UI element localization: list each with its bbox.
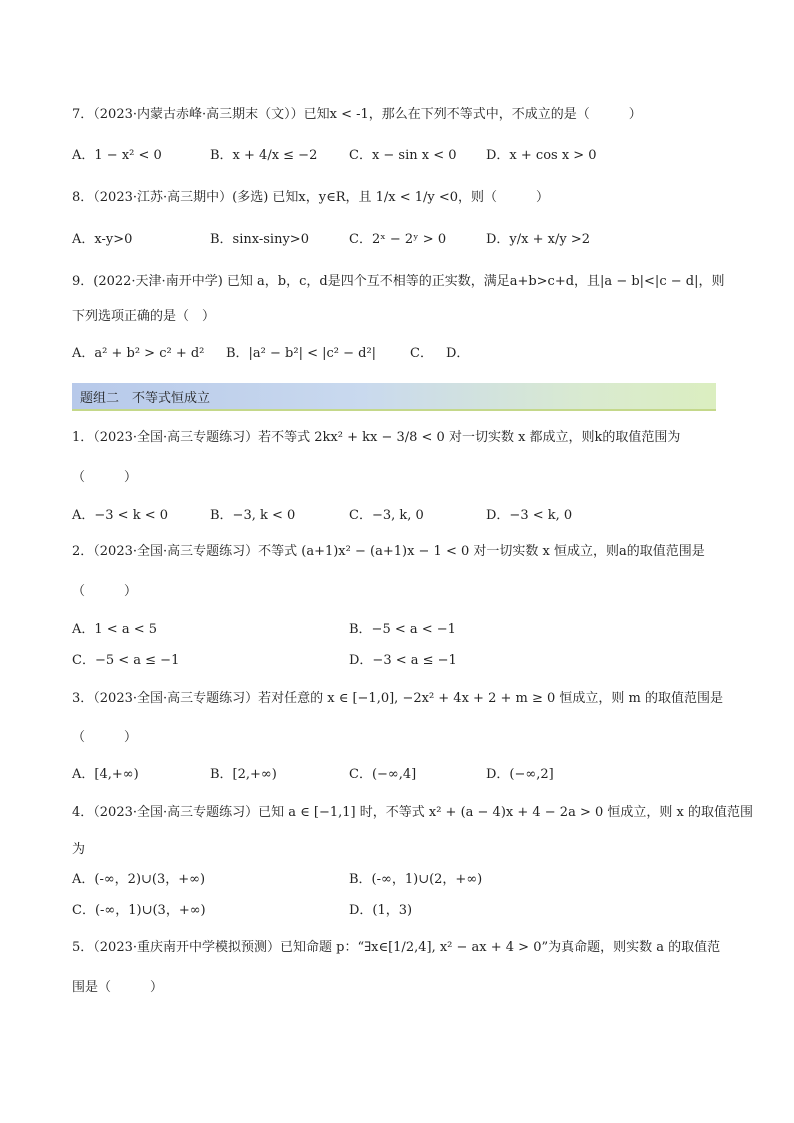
p3-option-b: B．[2,+∞)	[210, 767, 277, 782]
p2-option-c: C．−5 < a ≤ −1	[72, 653, 180, 668]
problem-4-stem: 4．（2023·全国·高三专题练习）已知 a ∈ [−1,1] 时，不等式 x² + (a − 4)x + 4 − 2a > 0 恒成立，则 x 的取值范围	[72, 805, 753, 820]
problem-4-stem-line2: 为	[72, 842, 86, 857]
problem-5-stem: 5．（2023·重庆南开中学模拟预测）已知命题 p：“∃x∈[1/2,4], x² − ax + 4 > 0”为真命题，则实数 a 的取值范	[72, 940, 721, 955]
p4-option-b: B．(-∞，1)∪(2，+∞)	[349, 872, 483, 887]
question-7-stem: 7．（2023·内蒙古赤峰·高三期末（文））已知x < -1，那么在下列不等式中，不成立的是（ ）	[72, 107, 642, 122]
q8-option-c: C．2ˣ − 2ʸ > 0	[349, 232, 447, 247]
problem-5-stem-line2: 围是（ ）	[72, 980, 164, 995]
question-9-stem-line1: 9．(2022·天津·南开中学) 已知 a，b，c，d是四个互不相等的正实数，满足a+b>c+d，且|a − b|<|c − d|，则	[72, 274, 725, 289]
p2-option-d: D．−3 < a ≤ −1	[349, 653, 457, 668]
question-8-stem: 8．（2023·江苏·高三期中）(多选) 已知x，y∈R，且 1/x < 1/y <0，则（ ）	[72, 190, 550, 205]
q7-option-b: B．x + 4/x ≤ −2	[210, 148, 318, 163]
problem-2-options-row1	[72, 620, 732, 640]
p1-option-c: C．−3, k, 0	[349, 508, 424, 523]
problem-1-stem: 1．（2023·全国·高三专题练习）若不等式 2kx² + kx − 3/8 < 0 对一切实数 x 都成立，则k的取值范围为	[72, 430, 681, 445]
problem-4-options-row1	[72, 870, 732, 890]
p3-option-d: D．(−∞,2]	[486, 767, 554, 782]
q9-option-c: C．	[410, 346, 433, 361]
q7-option-c: C．x − sin x < 0	[349, 148, 457, 163]
problem-3-paren: （ ）	[72, 730, 138, 745]
p2-option-a: A．1 < a < 5	[72, 622, 157, 637]
problem-2-stem: 2．（2023·全国·高三专题练习）不等式 (a+1)x² − (a+1)x − 1 < 0 对一切实数 x 恒成立，则a的取值范围是	[72, 544, 705, 559]
p4-option-a: A．(-∞，2)∪(3，+∞)	[72, 872, 206, 887]
problem-3-options	[72, 765, 732, 785]
problem-2-paren: （ ）	[72, 584, 138, 599]
problem-2-options-row2	[72, 651, 732, 671]
p3-option-c: C．(−∞,4]	[349, 767, 417, 782]
q9-option-d: D．	[446, 346, 470, 361]
question-7-options	[72, 146, 732, 166]
p3-option-a: A．[4,+∞)	[72, 767, 139, 782]
p4-option-c: C．(-∞，1)∪(3，+∞)	[72, 903, 206, 918]
question-9-options	[72, 344, 732, 364]
problem-3-stem: 3．（2023·全国·高三专题练习）若对任意的 x ∈ [−1,0], −2x² + 4x + 2 + m ≥ 0 恒成立，则 m 的取值范围是	[72, 691, 723, 706]
p1-option-b: B．−3, k < 0	[210, 508, 296, 523]
q8-option-d: D．y/x + x/y >2	[486, 232, 590, 247]
q7-option-a: A．1 − x² < 0	[72, 148, 162, 163]
p2-option-b: B．−5 < a < −1	[349, 622, 456, 637]
q8-option-b: B．sinx-siny>0	[210, 232, 309, 247]
q9-option-b: B．|a² − b²| < |c² − d²|	[226, 346, 377, 361]
problem-4-options-row2	[72, 901, 732, 921]
question-8-options	[72, 230, 732, 250]
q9-option-a: A．a² + b² > c² + d²	[72, 346, 205, 361]
section-title: 题组二 不等式恒成立	[80, 391, 211, 406]
p1-option-d: D．−3 < k, 0	[486, 508, 573, 523]
q8-option-a: A．x-y>0	[72, 232, 133, 247]
section-banner	[72, 383, 716, 411]
q7-option-d: D．x + cos x > 0	[486, 148, 597, 163]
p1-option-a: A．−3 < k < 0	[72, 508, 169, 523]
problem-1-paren: （ ）	[72, 470, 138, 485]
problem-1-options	[72, 506, 732, 526]
question-9-stem-line2: 下列选项正确的是（ ）	[72, 309, 216, 324]
p4-option-d: D．(1，3)	[349, 903, 413, 918]
